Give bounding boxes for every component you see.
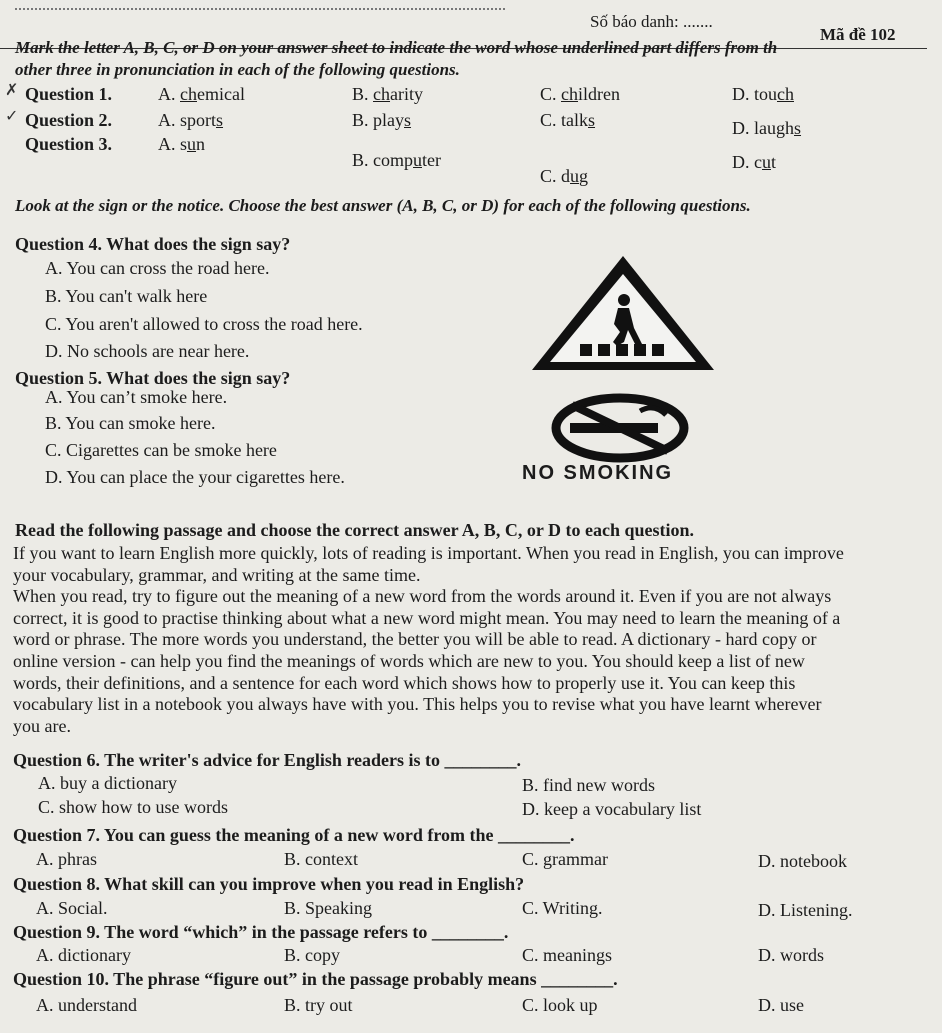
question-6-label: Question 6. The writer's advice for English readers is to ________. xyxy=(13,750,521,770)
q7-option-b: B. context xyxy=(284,849,358,869)
passage-line: your vocabulary, grammar, and writing at the same time. xyxy=(13,564,421,585)
q1-option-c-post: ildren xyxy=(578,84,621,104)
passage-line: words, their definitions, and a sentence for each word which shows how to properly use it. You can keep this xyxy=(13,672,796,693)
passage-line: vocabulary list in a notebook you always have with you. This helps you to revise what you have learnt wherever xyxy=(13,694,822,715)
x-mark-icon: ✗ xyxy=(5,82,19,99)
q7-option-c: C. grammar xyxy=(522,849,608,869)
q1-option-c-pre: C. xyxy=(540,84,562,104)
q5-option-c: C. Cigarettes can be smoke here xyxy=(45,440,277,460)
q2-option-b-pre: B. play xyxy=(352,110,404,130)
q2-option-a-pre: A. sport xyxy=(158,110,216,130)
question-7-label: Question 7. You can guess the meaning of a new word from the ________. xyxy=(13,825,575,845)
q8-option-a: A. Social. xyxy=(36,898,108,918)
no-smoking-sign-icon xyxy=(550,393,690,463)
top-dotted-line xyxy=(15,8,505,10)
q9-option-c: C. meanings xyxy=(522,945,612,965)
q3-option-c-pre: C. d xyxy=(540,166,571,186)
q2-option-b-u: s xyxy=(404,110,412,130)
passage-line: you are. xyxy=(13,715,71,736)
q2-option-d-u: s xyxy=(794,118,802,138)
q3-option-b-pre: B. comp xyxy=(352,150,413,170)
q3-option-d-post: t xyxy=(771,152,777,172)
passage-line: correct, it is good to practise thinking about what a new word might mean. You may need to learn the meaning of a xyxy=(13,607,841,628)
question-4-label: Question 4. What does the sign say? xyxy=(15,234,291,254)
q1-option-b-u: ch xyxy=(373,84,391,104)
q6-option-a: A. buy a dictionary xyxy=(38,773,177,793)
q3-option-d-pre: D. c xyxy=(732,152,762,172)
q6-option-d: D. keep a vocabulary list xyxy=(522,799,702,819)
q1-option-d-u: ch xyxy=(777,84,794,104)
question-8-label: Question 8. What skill can you improve when you read in English? xyxy=(13,874,525,894)
question-1-label: Question 1. xyxy=(25,84,113,104)
pedestrian-crossing-sign-icon xyxy=(528,252,718,374)
q4-option-b: B. You can't walk here xyxy=(45,286,208,306)
q3-option-a-u: u xyxy=(187,134,197,154)
q8-option-c: C. Writing. xyxy=(522,898,603,918)
q1-option-b xyxy=(352,84,423,105)
q2-option-d xyxy=(732,118,801,139)
q9-option-a: A. dictionary xyxy=(36,945,131,965)
q3-option-b-post: ter xyxy=(422,150,441,170)
q9-option-b: B. copy xyxy=(284,945,340,965)
question-9-label: Question 9. The word “which” in the passage refers to ________. xyxy=(13,922,509,942)
q10-option-d: D. use xyxy=(758,995,804,1015)
section1-instruction-line1: Mark the letter A, B, C, or D on your answer sheet to indicate the word whose underlined part differs from th xyxy=(15,38,778,57)
passage-line: word or phrase. The more words you understand, the better you will be able to read. A dictionary - hard copy or xyxy=(13,629,817,650)
q2-option-a-u: s xyxy=(216,110,224,130)
q4-option-c: C. You aren't allowed to cross the road here. xyxy=(45,314,363,334)
passage-line: When you read, try to figure out the meaning of a new word from the words around it. Even if you are not always xyxy=(13,586,832,607)
q2-option-c-pre: C. talk xyxy=(540,110,588,130)
question-3-label: Question 3. xyxy=(25,134,113,154)
q1-option-d xyxy=(732,84,794,105)
q3-option-c xyxy=(540,166,588,187)
q3-option-d-u: u xyxy=(762,152,771,172)
q3-option-b xyxy=(352,150,441,171)
q10-option-a: A. understand xyxy=(36,995,137,1015)
q6-option-c: C. show how to use words xyxy=(38,797,229,817)
q3-option-a xyxy=(158,134,205,155)
q1-option-a-post: emical xyxy=(197,84,245,104)
q3-option-a-post: n xyxy=(196,134,206,154)
q5-option-b: B. You can smoke here. xyxy=(45,413,216,433)
section2-instruction: Look at the sign or the notice. Choose the best answer (A, B, C, or D) for each of the following questions. xyxy=(15,196,751,215)
q3-option-c-post: g xyxy=(579,166,589,186)
exam-code: Mã đề 102 xyxy=(820,25,896,44)
q1-option-a-pre: A. xyxy=(158,84,180,104)
q3-option-d xyxy=(732,152,776,173)
q2-option-d-pre: D. laugh xyxy=(732,118,794,138)
q2-option-a xyxy=(158,110,223,131)
q7-option-a: A. phras xyxy=(36,849,97,869)
q2-option-c xyxy=(540,110,595,131)
q1-option-a xyxy=(158,84,245,105)
question-10-label: Question 10. The phrase “figure out” in the passage probably means ________. xyxy=(13,969,618,989)
q5-option-d: D. You can place the your cigarettes here. xyxy=(45,467,345,487)
q10-option-c: C. look up xyxy=(522,995,598,1015)
q3-option-a-pre: A. s xyxy=(158,134,188,154)
candidate-number-label: Số báo danh: ....... xyxy=(590,12,713,31)
q9-option-d: D. words xyxy=(758,945,824,965)
q10-option-b: B. try out xyxy=(284,995,353,1015)
q1-option-a-u: ch xyxy=(180,84,197,104)
check-mark-icon: ✓ xyxy=(5,108,19,125)
q5-option-a: A. You can’t smoke here. xyxy=(45,387,228,407)
q8-option-b: B. Speaking xyxy=(284,898,372,918)
q4-option-d: D. No schools are near here. xyxy=(45,341,250,361)
q7-option-d: D. notebook xyxy=(758,851,847,871)
question-2-label: Question 2. xyxy=(25,110,113,130)
q1-option-c-u: ch xyxy=(561,84,579,104)
q6-option-b: B. find new words xyxy=(522,775,655,795)
q2-option-b xyxy=(352,110,411,131)
q2-option-c-u: s xyxy=(588,110,596,130)
passage-line: online version - can help you find the meanings of words which are new to you. You should keep a list of new xyxy=(13,651,805,671)
section3-instruction: Read the following passage and choose the correct answer A, B, C, or D to each question. xyxy=(15,520,694,540)
no-smoking-text: NO SMOKING xyxy=(522,462,674,484)
passage-line: If you want to learn English more quickly, lots of reading is important. When you read in English, you can improve xyxy=(13,543,844,563)
q3-option-c-u: u xyxy=(570,166,580,186)
section1-instruction-line2: other three in pronunciation in each of the following questions. xyxy=(15,60,460,79)
q1-option-b-post: arity xyxy=(390,84,424,104)
q4-option-a: A. You can cross the road here. xyxy=(45,258,270,278)
q1-option-c xyxy=(540,84,620,105)
q1-option-d-pre: D. tou xyxy=(732,84,777,104)
question-5-label: Question 5. What does the sign say? xyxy=(15,368,291,388)
q3-option-b-u: u xyxy=(413,150,422,170)
q8-option-d: D. Listening. xyxy=(758,900,853,920)
q1-option-b-pre: B. xyxy=(352,84,374,104)
